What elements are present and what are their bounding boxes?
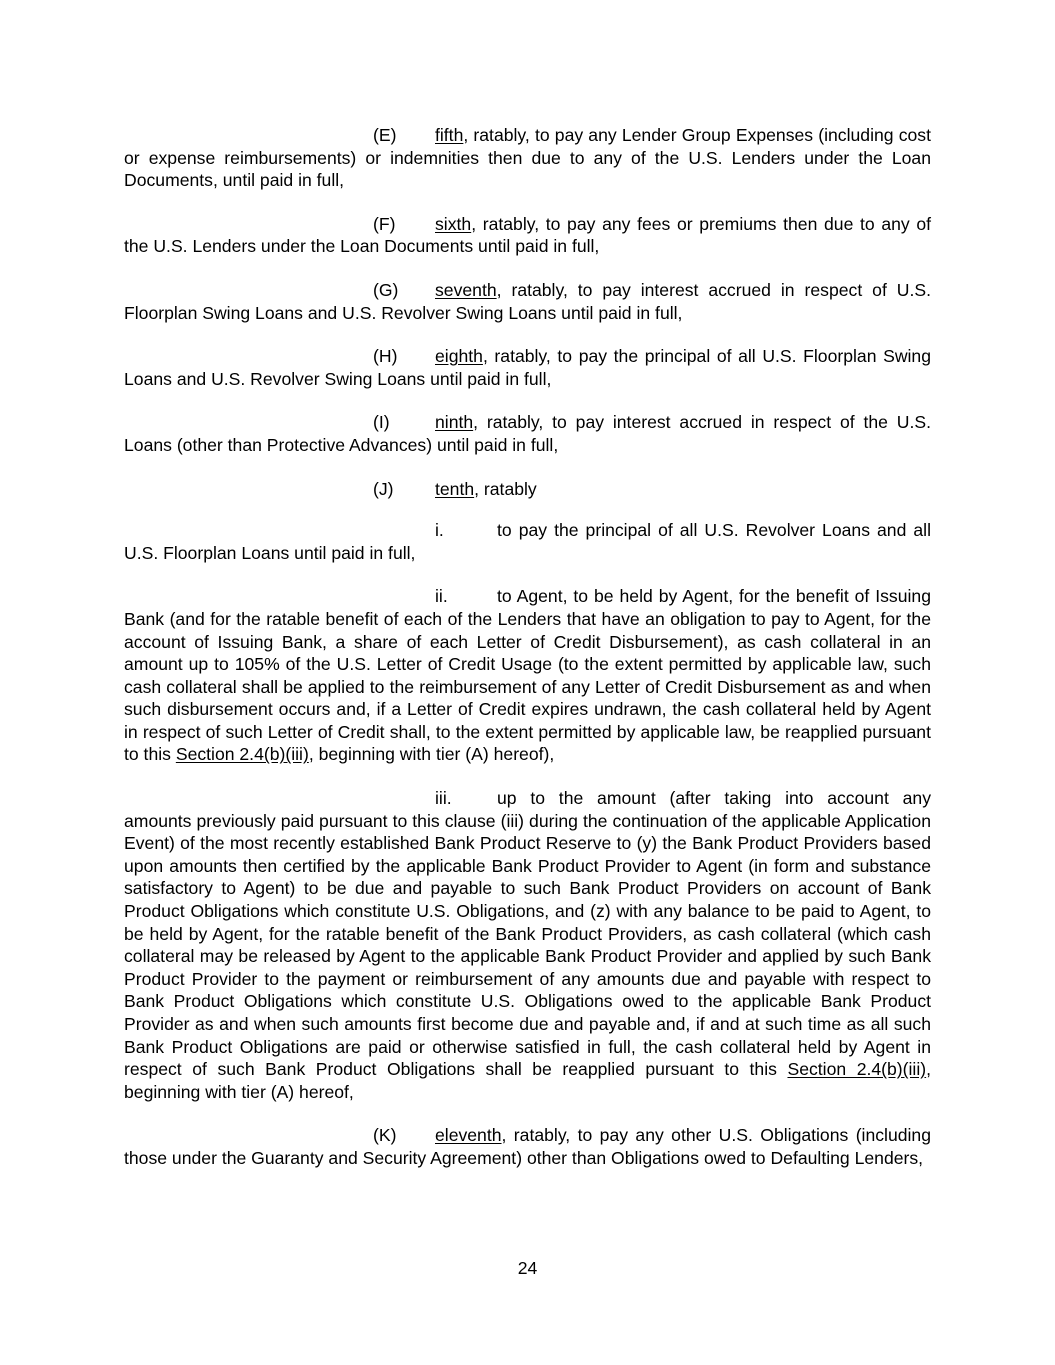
clause-text: , ratably, to pay interest accrued in respect of the U.S. Loans (other than Protective Advances) until paid in full, xyxy=(124,412,931,455)
clause-marker: (H) xyxy=(373,346,398,367)
clause-keyword: tenth xyxy=(435,478,475,499)
subclause-marker: iii. xyxy=(435,788,452,809)
clause-text: , ratably, to pay any other U.S. Obligations (including those under the Guaranty and Security Agreement) other than Obligations owed to Defaulting Lenders, xyxy=(124,1125,931,1168)
clause-text: , ratably xyxy=(474,478,537,499)
page-number: 24 xyxy=(517,1258,538,1278)
document-body xyxy=(124,124,931,1170)
clause-f xyxy=(124,213,931,258)
clause-marker: (J) xyxy=(373,478,394,499)
subclause-j-i xyxy=(124,519,931,564)
subclause-j-ii xyxy=(124,585,931,766)
clause-keyword: seventh xyxy=(435,279,497,300)
clause-keyword: eighth xyxy=(435,346,483,367)
clause-marker: (G) xyxy=(373,279,399,300)
subclause-tail: , beginning with tier (A) hereof), xyxy=(308,744,555,765)
clause-keyword: ninth xyxy=(435,412,474,433)
subclause-tail: , beginning with tier (A) hereof, xyxy=(124,1059,931,1102)
clause-keyword: fifth xyxy=(435,125,464,145)
clause-i xyxy=(124,411,931,456)
clause-text: , ratably, to pay the principal of all U.S. Floorplan Swing Loans and U.S. Revolver Swing Loans until paid in full, xyxy=(124,346,931,389)
subclause-text: up to the amount (after taking into account any amounts previously paid pursuant to this clause (iii) during the continuation of the applicable Application Event) of the most recently established Bank Product Reserve to (y) the Bank Product Providers based upon amounts then certified by the applicable Bank Product Provider to Agent (in form and substance satisfactory to Agent) to be due and payable to such Bank Product Providers on account of Bank Product Obligations which constitute U.S. Obligations, and (z) with any balance to be paid to Agent, to be held by Agent, for the ratable benefit of the Bank Product Providers, as cash collateral (which cash collateral may be released by Agent to the applicable Bank Product Provider and applied by such Bank Product Provider to the payment or reimbursement of any amounts due and payable with respect to Bank Product Obligations which constitute U.S. Obligations owed to the applicable Bank Product Provider as and when such amounts first become due and payable and, if and at such time as all such Bank Product Obligations are paid or otherwise satisfied in full, the cash collateral held by Agent in respect of such Bank Product Obligations shall be reapplied pursuant to this xyxy=(124,788,931,1080)
subclause-text: to Agent, to be held by Agent, for the benefit of Issuing Bank (and for the ratable benefit of each of the Lenders that have an obligation to pay to Agent, for the account of Issuing Bank, a share of each Letter of Credit Disbursement), as cash collateral in an amount up to 105% of the U.S. Letter of Credit Usage (to the extent permitted by applicable law, such cash collateral shall be applied to the reimbursement of any Letter of Credit Disbursement as and when such disbursement occurs and, if a Letter of Credit expires undrawn, the cash collateral held by Agent in respect of such Letter of Credit shall, to the extent permitted by applicable law, be reapplied pursuant to this xyxy=(124,586,931,765)
clause-marker: (F) xyxy=(373,213,396,234)
clause-marker: (E) xyxy=(373,125,397,145)
clause-text: , ratably, to pay interest accrued in respect of U.S. Floorplan Swing Loans and U.S. Revolver Swing Loans until paid in full, xyxy=(124,279,931,323)
subclause-marker: i. xyxy=(435,520,444,541)
clause-h xyxy=(124,345,931,390)
subclause-marker: ii. xyxy=(435,586,448,607)
clause-g xyxy=(124,279,931,324)
section-reference: Section 2.4(b)(iii) xyxy=(787,1059,927,1080)
clause-text: , ratably, to pay any Lender Group Expenses (including cost or expense reimbursements) or indemnities then due to any of the U.S. Lenders under the Loan Documents, until paid in full, xyxy=(124,125,931,191)
clause-keyword: sixth xyxy=(435,213,472,234)
clause-j xyxy=(124,478,931,501)
subclause-j-iii xyxy=(124,787,931,1103)
section-reference: Section 2.4(b)(iii) xyxy=(175,744,309,765)
clause-text: , ratably, to pay any fees or premiums then due to any of the U.S. Lenders under the Loan Documents until paid in full, xyxy=(124,213,931,257)
clause-k xyxy=(124,1124,931,1169)
clause-marker: (I) xyxy=(373,412,390,433)
clause-e xyxy=(124,124,931,192)
clause-keyword: eleventh xyxy=(435,1125,502,1146)
clause-marker: (K) xyxy=(373,1125,397,1146)
subclause-text: to pay the principal of all U.S. Revolver Loans and all U.S. Floorplan Loans until paid in full, xyxy=(124,520,931,563)
